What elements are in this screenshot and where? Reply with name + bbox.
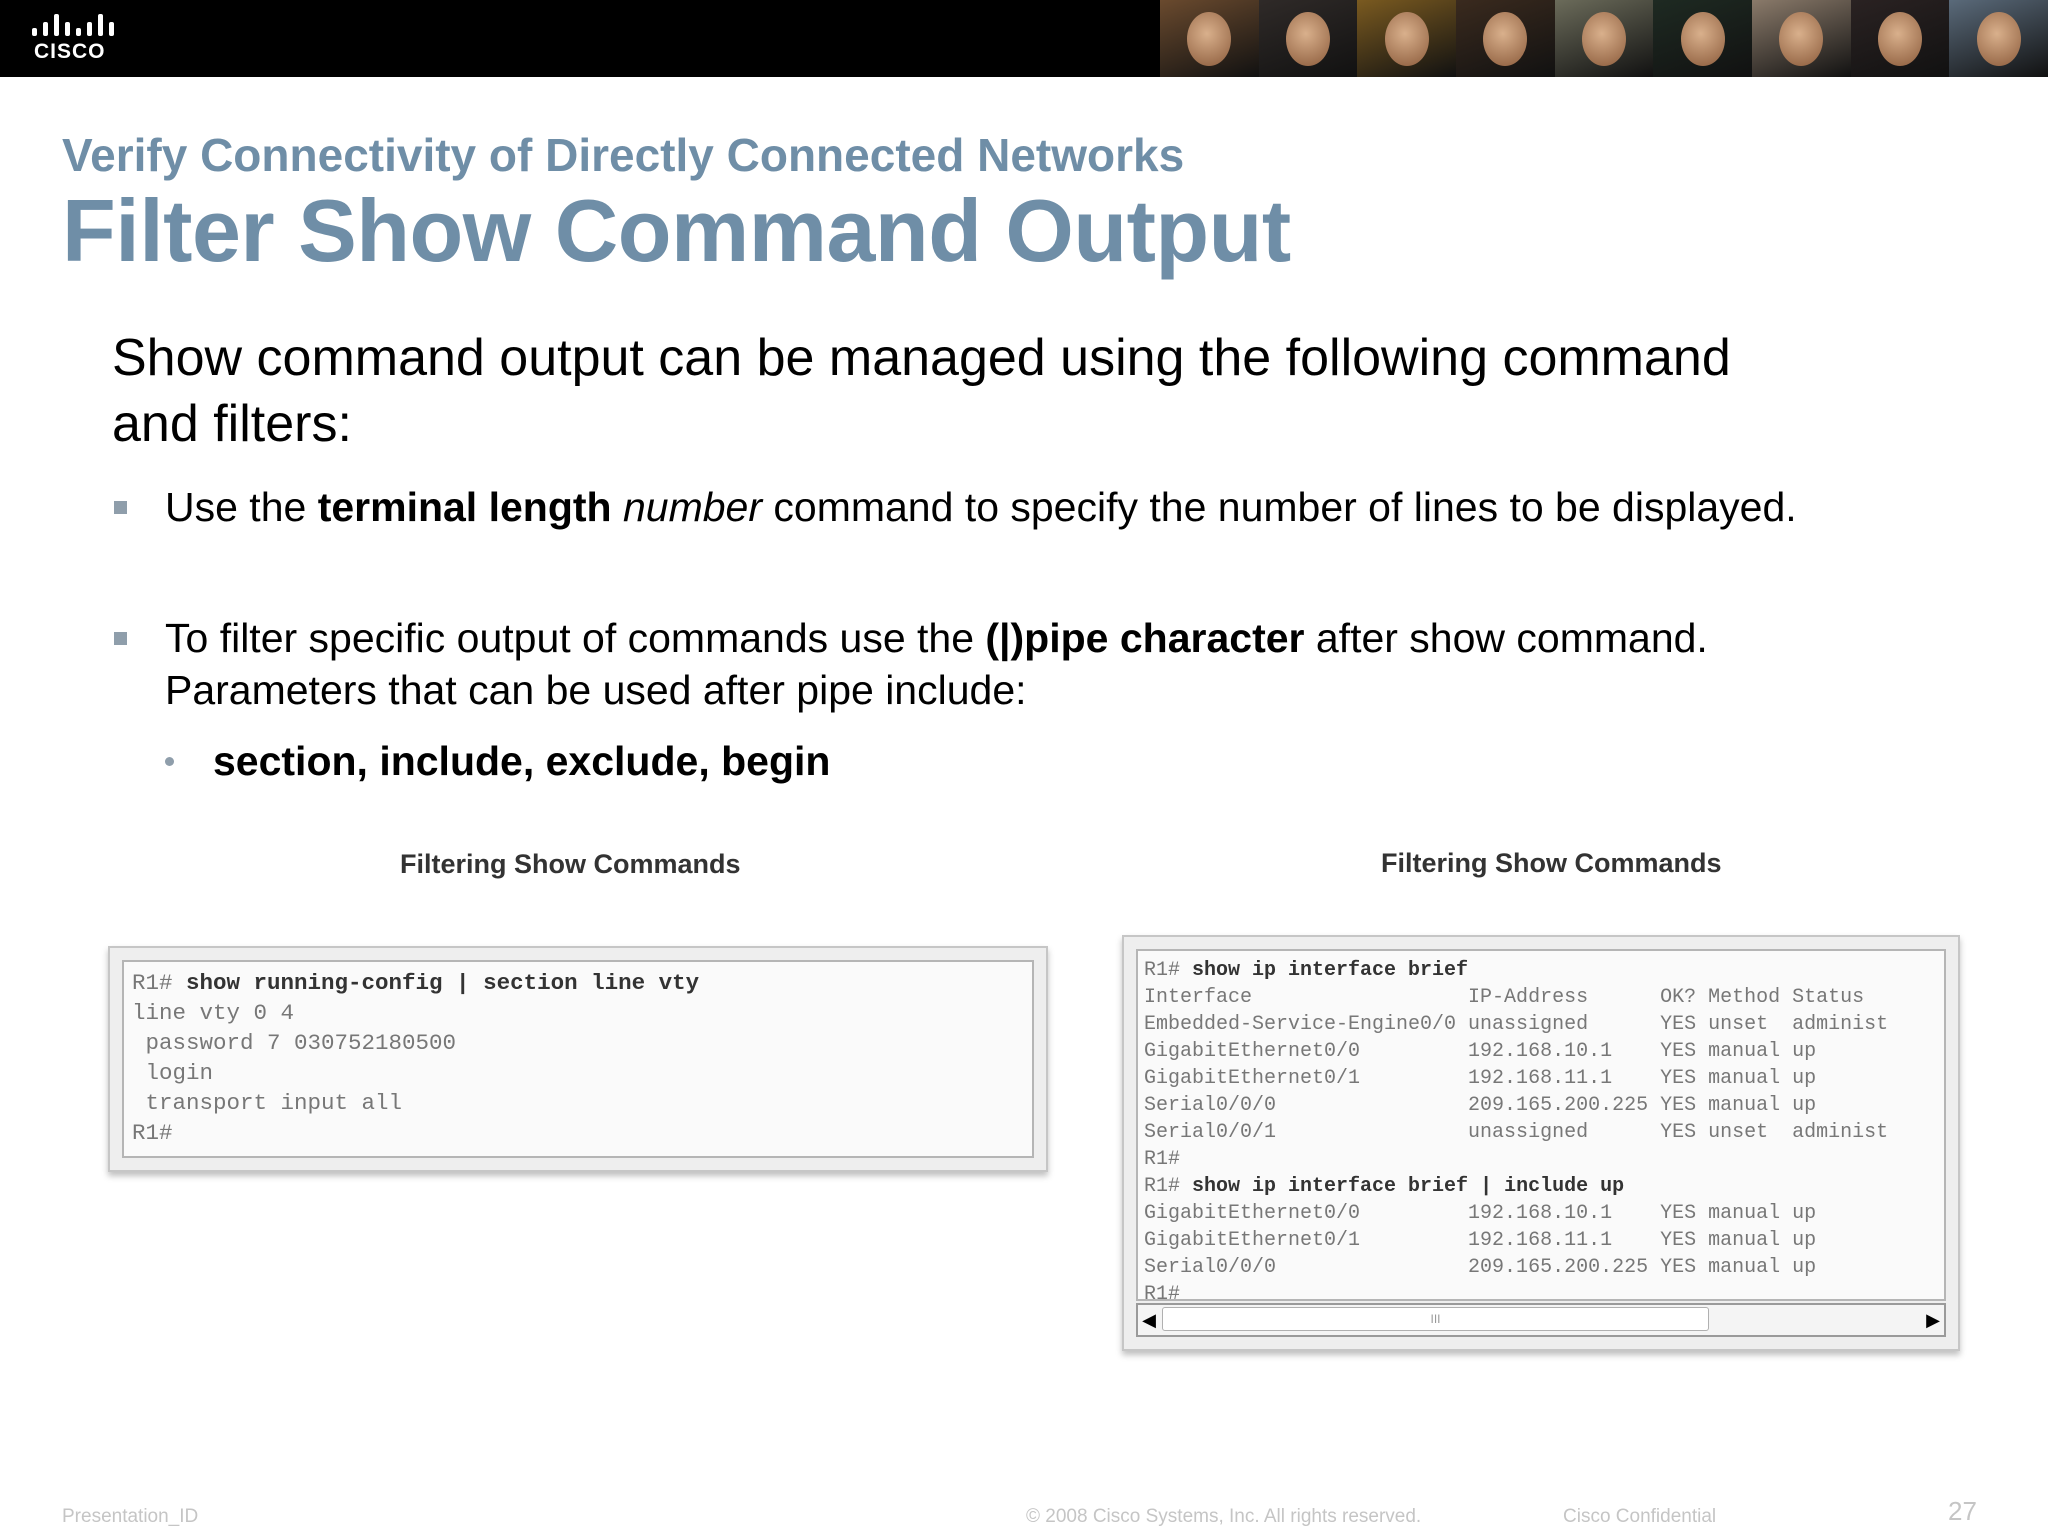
arrow-left-icon[interactable]: ◀: [1142, 1310, 1156, 1330]
terminal-line: Embedded-Service-Engine0/0 unassigned YES unset administ: [1144, 1013, 1889, 1036]
terminal-prompt: R1#: [132, 970, 187, 996]
terminal-line: Interface IP-Address OK? Method Status: [1144, 986, 1865, 1009]
header-photo: [1456, 0, 1555, 77]
intro-paragraph: Show command output can be managed using the following command and filters:: [112, 329, 1731, 453]
footer-presentation-id: Presentation_ID: [62, 1506, 199, 1527]
terminal-line: R1#: [1144, 1148, 1181, 1171]
terminal-line: [1144, 957, 1888, 984]
terminal-line: GigabitEthernet0/0 192.168.10.1 YES manual up: [1144, 1202, 1817, 1225]
face-photo: [1977, 12, 2021, 66]
cisco-bars-icon: [32, 14, 116, 36]
terminal-command: show ip interface brief: [1192, 959, 1469, 982]
terminal-line: GigabitEthernet0/0 192.168.10.1 YES manual up: [1144, 1040, 1817, 1063]
terminal-prompt: R1#: [1144, 959, 1193, 982]
footer-confidential: Cisco Confidential: [1563, 1506, 1717, 1527]
terminal-command: show running-config | section line vty: [186, 970, 700, 996]
header-photo: [1752, 0, 1851, 77]
face-photo: [1187, 12, 1231, 66]
header-photo: [1259, 0, 1358, 77]
photo-strip: [1160, 0, 2048, 77]
terminal-screen: [1136, 949, 1946, 1301]
slide-subtitle: Verify Connectivity of Directly Connected Networks: [62, 129, 1185, 181]
terminal-line: Serial0/0/0 209.165.200.225 YES manual up: [1144, 1256, 1817, 1279]
square-bullet-icon: [114, 501, 127, 514]
terminal-line: Serial0/0/1 unassigned YES unset administ: [1144, 1121, 1889, 1144]
header-photo: [1357, 0, 1456, 77]
terminal-command: show ip interface brief | include up: [1192, 1175, 1625, 1198]
horizontal-scrollbar[interactable]: [1136, 1303, 1946, 1337]
terminal-line: Serial0/0/0 209.165.200.225 YES manual up: [1144, 1094, 1817, 1117]
header-photo: [1949, 0, 2048, 77]
terminal-prompt: R1#: [1144, 1175, 1193, 1198]
bullet-text: Use the terminal length number command to specify the number of lines to be displayed.: [165, 484, 1797, 530]
face-photo: [1779, 12, 1823, 66]
header-photo: [1555, 0, 1654, 77]
terminal-line: R1#: [132, 1120, 173, 1146]
terminal-screen: [122, 960, 1034, 1158]
face-photo: [1385, 12, 1429, 66]
bullet-text: To filter specific output of commands use the (|)pipe character after show command. Parameters that can be used after pipe include:: [165, 615, 1708, 713]
header-photo: [1653, 0, 1752, 77]
terminal-line: GigabitEthernet0/1 192.168.11.1 YES manual up: [1144, 1229, 1817, 1252]
header-bar: [0, 0, 2048, 77]
slide-title: Filter Show Command Output: [62, 181, 1291, 280]
face-photo: [1582, 12, 1626, 66]
dot-bullet-icon: [165, 757, 174, 766]
figure-left-caption: Filtering Show Commands: [400, 849, 741, 879]
terminal-output-left: [108, 946, 1048, 1172]
cisco-logo: [32, 14, 142, 64]
arrow-right-icon[interactable]: ▶: [1926, 1310, 1940, 1330]
page-number: 27: [1948, 1496, 1977, 1526]
header-photo: [1851, 0, 1950, 77]
face-photo: [1483, 12, 1527, 66]
terminal-line: R1#: [1144, 1283, 1181, 1301]
square-bullet-icon: [114, 632, 127, 645]
cisco-wordmark: CISCO: [34, 40, 106, 63]
terminal-line: line vty 0 4: [132, 1000, 295, 1026]
footer-copyright: © 2008 Cisco Systems, Inc. All rights reserved.: [1026, 1506, 1422, 1527]
terminal-lines: [132, 968, 699, 1148]
face-photo: [1878, 12, 1922, 66]
scrollbar-thumb[interactable]: III: [1162, 1307, 1709, 1331]
terminal-line: GigabitEthernet0/1 192.168.11.1 YES manual up: [1144, 1067, 1817, 1090]
terminal-line: transport input all: [132, 1090, 403, 1116]
terminal-lines: [1144, 957, 1888, 1301]
face-photo: [1681, 12, 1725, 66]
face-photo: [1286, 12, 1330, 66]
terminal-line: [1144, 1173, 1888, 1200]
terminal-line: login: [132, 1060, 214, 1086]
terminal-line: password 7 030752180500: [132, 1030, 457, 1056]
terminal-output-right: [1122, 935, 1960, 1351]
header-photo: [1160, 0, 1259, 77]
figure-right-caption: Filtering Show Commands: [1381, 848, 1722, 878]
terminal-line: [132, 968, 699, 998]
sub-bullet-text: section, include, exclude, begin: [213, 738, 831, 784]
